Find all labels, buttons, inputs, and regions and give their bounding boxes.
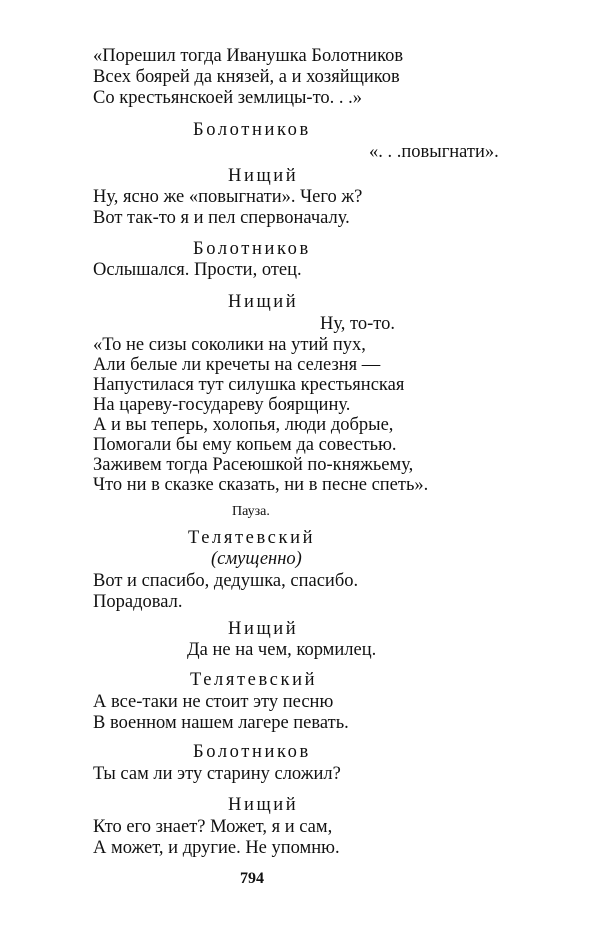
speaker-name: Нищий [228, 292, 299, 312]
speaker-name: Нищий [228, 166, 299, 186]
verse-line: Что ни в сказке сказать, ни в песне спеть». [93, 475, 429, 495]
verse-line: Ты сам ли эту старину сложил? [93, 764, 341, 784]
verse-line: Вот так-то я и пел спервоначалу. [93, 208, 350, 228]
verse-line: Вот и спасибо, дедушка, спасибо. [93, 571, 359, 591]
verse-line: Ну, ясно же «повыгнати». Чего ж? [93, 187, 363, 207]
speaker-name: Нищий [228, 619, 299, 639]
verse-line: Али белые ли кречеты на селезня — [93, 355, 381, 375]
verse-line: Ослышался. Прости, отец. [93, 260, 302, 280]
verse-line: Заживем тогда Расеюшкой по-княжьему, [93, 455, 414, 475]
speaker-name: Болотников [193, 239, 311, 259]
verse-line: А все-таки не стоит эту песню [93, 692, 334, 712]
verse-line: Да не на чем, кормилец. [187, 640, 377, 660]
verse-line: Ну, то-то. [320, 314, 395, 334]
verse-line: «То не сизы соколики на утий пух, [93, 335, 366, 355]
speaker-name: Болотников [193, 742, 311, 762]
verse-line: Помогали бы ему копьем да совестью. [93, 435, 397, 455]
verse-line: «Порешил тогда Иванушка Болотников [93, 46, 404, 66]
stage-direction: Пауза. [232, 504, 270, 519]
verse-line: Со крестьянскоей землицы-то. . .» [93, 88, 363, 108]
verse-line: Напустилася тут силушка крестьянская [93, 375, 405, 395]
verse-line: А может, и другие. Не упомню. [93, 838, 340, 858]
verse-line: В военном нашем лагере певать. [93, 713, 349, 733]
verse-line: Порадовал. [93, 592, 183, 612]
verse-line: Всех боярей да князей, а и хозяйщиков [93, 67, 400, 87]
speaker-name: Телятевский [190, 670, 318, 690]
speaker-name: Болотников [193, 120, 311, 140]
speaker-direction: (смущенно) [211, 549, 302, 569]
verse-line: А и вы теперь, холопья, люди добрые, [93, 415, 394, 435]
page-number: 794 [240, 870, 264, 887]
verse-line: «. . .повыгнати». [369, 142, 499, 162]
verse-line: Кто его знает? Может, я и сам, [93, 817, 333, 837]
speaker-name: Нищий [228, 795, 299, 815]
speaker-name: Телятевский [188, 528, 316, 548]
verse-line: На цареву-государеву боярщину. [93, 395, 351, 415]
